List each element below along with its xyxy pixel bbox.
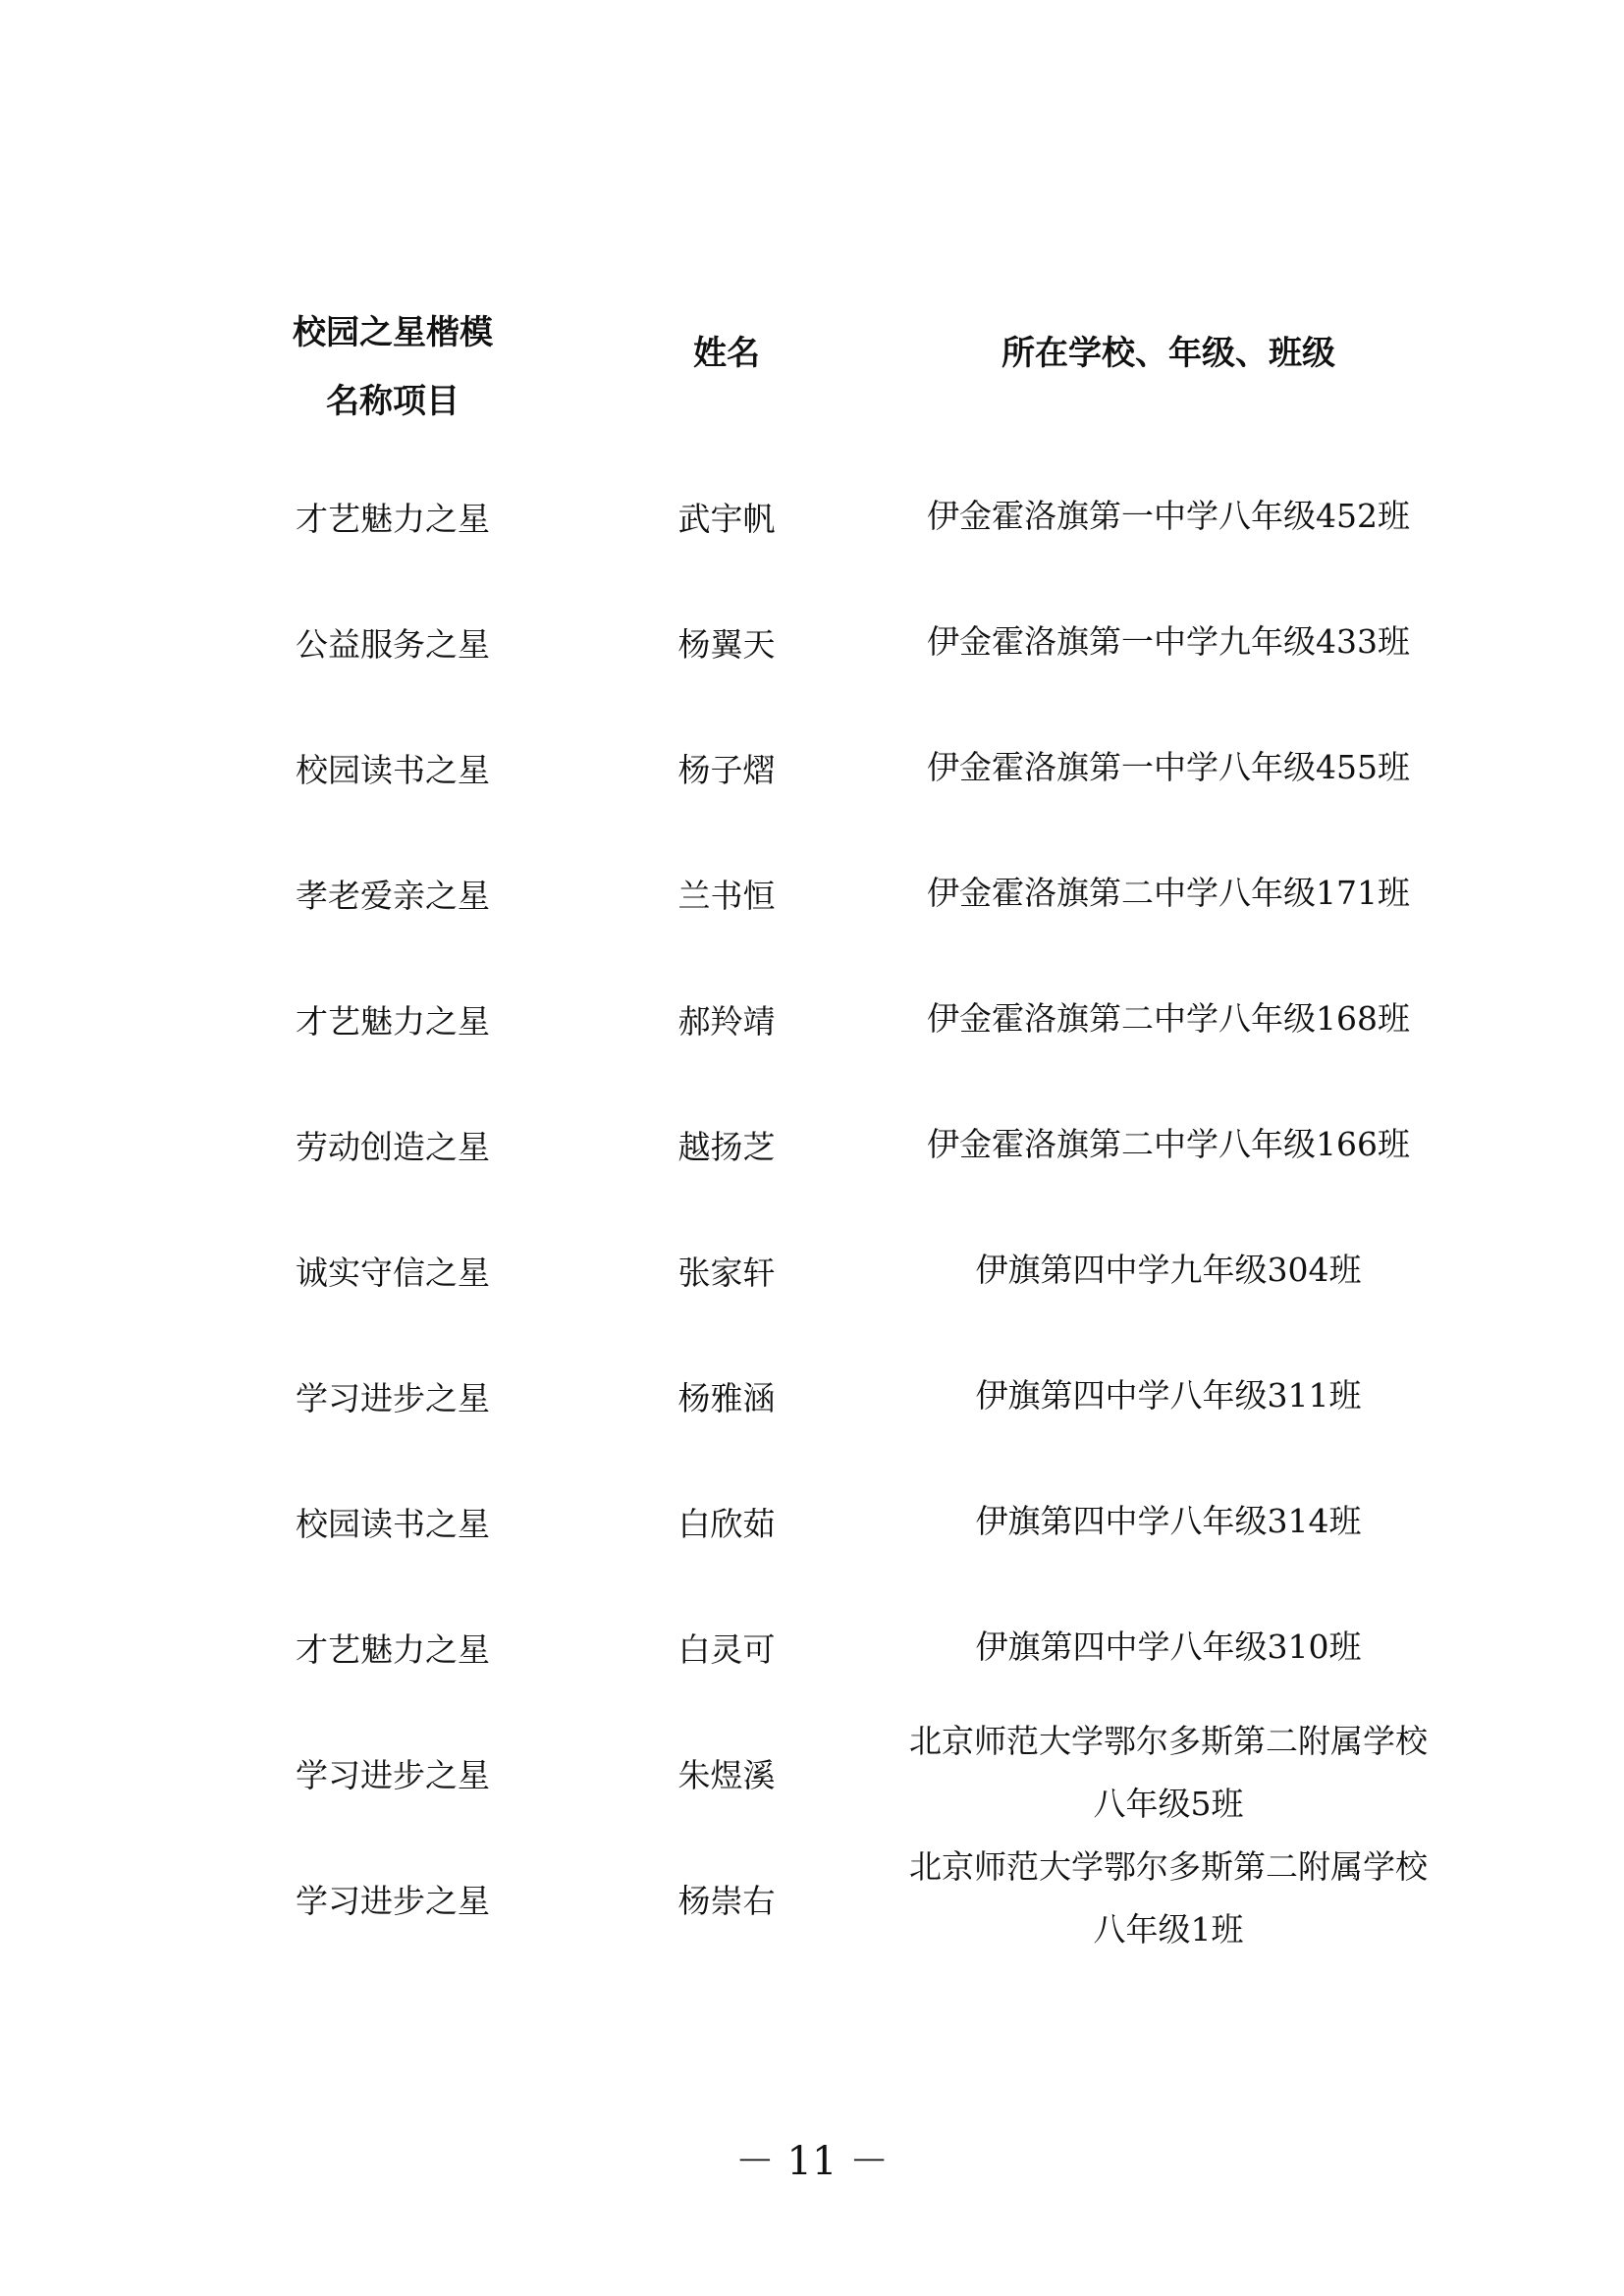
school-cell xyxy=(884,1710,1453,1836)
category-cell: 校园读书之星 xyxy=(296,1504,490,1543)
table-row xyxy=(236,956,1453,1082)
school-cell xyxy=(884,956,1453,1082)
header-category-line1: 校园之星楷模 xyxy=(293,313,493,352)
school-line1: 伊旗第四中学八年级314班 xyxy=(975,1502,1362,1540)
name-cell: 杨崇右 xyxy=(677,1881,776,1920)
table-row xyxy=(236,1459,1453,1584)
table-row xyxy=(236,579,1453,705)
table-row xyxy=(236,705,1453,830)
school-cell xyxy=(884,1207,1453,1333)
category-cell: 孝老爱亲之星 xyxy=(296,876,490,915)
school-cell xyxy=(884,830,1453,956)
school-line1: 伊旗第四中学九年级304班 xyxy=(975,1251,1362,1289)
table-row xyxy=(236,1333,1453,1459)
category-cell: 学习进步之星 xyxy=(296,1378,490,1417)
school-cell xyxy=(884,1333,1453,1459)
table-row xyxy=(236,1207,1453,1333)
school-line1: 伊金霍洛旗第二中学八年级171班 xyxy=(927,874,1410,912)
table-row xyxy=(236,1710,1453,1836)
category-cell: 诚实守信之星 xyxy=(296,1253,490,1292)
table-row xyxy=(236,454,1453,579)
name-cell: 武宇帆 xyxy=(677,499,776,538)
name-cell: 兰书恒 xyxy=(677,876,776,915)
table-row xyxy=(236,1836,1453,1961)
category-cell: 学习进步之星 xyxy=(296,1881,490,1920)
name-cell: 杨子熠 xyxy=(677,750,776,789)
name-cell: 白灵可 xyxy=(677,1629,776,1669)
table-row xyxy=(236,830,1453,956)
school-cell xyxy=(884,454,1453,579)
category-cell: 学习进步之星 xyxy=(296,1755,490,1794)
name-cell: 越扬芝 xyxy=(677,1127,776,1166)
category-cell: 劳动创造之星 xyxy=(296,1127,490,1166)
school-cell xyxy=(884,1459,1453,1584)
category-cell: 公益服务之星 xyxy=(296,624,490,664)
header-category xyxy=(236,298,550,436)
school-line1: 伊金霍洛旗第一中学八年级452班 xyxy=(927,497,1410,535)
school-cell xyxy=(884,705,1453,830)
school-cell xyxy=(884,1836,1453,1961)
school-line1: 伊金霍洛旗第二中学八年级166班 xyxy=(927,1125,1410,1163)
name-cell: 杨雅涵 xyxy=(677,1378,776,1417)
category-cell: 才艺魅力之星 xyxy=(296,499,490,538)
school-line1: 北京师范大学鄂尔多斯第二附属学校 xyxy=(909,1722,1428,1760)
school-line1: 伊旗第四中学八年级310班 xyxy=(975,1628,1362,1666)
name-cell: 杨翼天 xyxy=(677,624,776,664)
header-name: 姓名 xyxy=(693,334,760,373)
school-cell xyxy=(884,1082,1453,1207)
name-cell: 朱煜溪 xyxy=(677,1755,776,1794)
category-cell: 才艺魅力之星 xyxy=(296,1629,490,1669)
awards-table xyxy=(236,287,1453,1961)
school-line1: 北京师范大学鄂尔多斯第二附属学校 xyxy=(909,1847,1428,1886)
school-line1: 伊金霍洛旗第一中学八年级455班 xyxy=(927,748,1410,786)
header-category-line2: 名称项目 xyxy=(326,382,460,421)
category-cell: 才艺魅力之星 xyxy=(296,1001,490,1041)
school-line2: 八年级5班 xyxy=(1093,1785,1244,1823)
name-cell: 张家轩 xyxy=(677,1253,776,1292)
name-cell: 郝羚靖 xyxy=(677,1001,776,1041)
school-line1: 伊金霍洛旗第二中学八年级168班 xyxy=(927,999,1410,1038)
name-cell: 白欣茹 xyxy=(677,1504,776,1543)
table-row xyxy=(236,1584,1453,1710)
header-school: 所在学校、年级、班级 xyxy=(1001,334,1335,373)
page-number: － 11 － xyxy=(734,2139,890,2184)
table-header xyxy=(236,287,1453,454)
school-line2: 八年级1班 xyxy=(1093,1910,1244,1949)
school-line1: 伊旗第四中学八年级311班 xyxy=(975,1376,1362,1415)
category-cell: 校园读书之星 xyxy=(296,750,490,789)
school-cell xyxy=(884,579,1453,705)
table-row xyxy=(236,1082,1453,1207)
school-cell xyxy=(884,1584,1453,1710)
school-line1: 伊金霍洛旗第一中学九年级433班 xyxy=(927,622,1410,661)
